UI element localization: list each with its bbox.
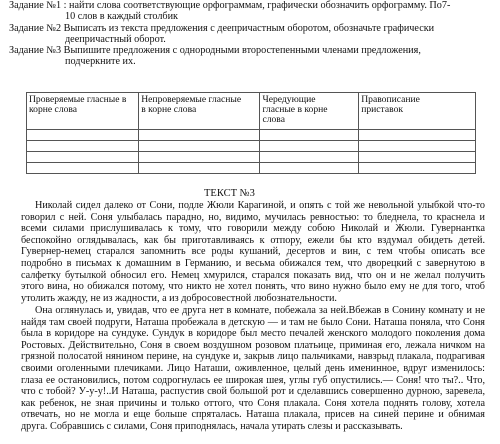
paragraph-line: Она оглянулась и, увидав, что ее друга нет в комнате, побежала за ней.Вбежав в Сонину комнату и не [35,305,485,316]
table-cell[interactable] [27,141,139,152]
header-text: Правописание [361,94,420,105]
task-2 [9,24,434,45]
table-header-cell [260,93,359,130]
paragraph-line: что с тобой? У-у-у!..И Наташа, распустив свой большой рот и сделавшись совершенно дурною, заревела, [21,386,485,398]
table-row [27,152,476,163]
table-row [27,163,476,174]
table-cell[interactable] [27,152,139,163]
header-text: Чередующие [262,94,316,105]
paragraph-line: была в коридоре на сундуке. Сундук в коридоре был место печалей женского молодого поколения дома [21,328,485,340]
table-header-cell [139,93,260,130]
task-1-line-1: Задание №1 : найти слова соответствующие орфограммам, графически обозначить орфограмму. По7- [9,0,451,11]
table-cell[interactable] [260,141,359,152]
table-cell[interactable] [260,163,359,174]
table-header-row [27,93,476,130]
text-title: ТЕКСТ №3 [204,188,255,199]
orthogram-table [26,92,476,174]
table-cell[interactable] [139,152,260,163]
paragraph-line: утолить жажду, не из жадности, а из добросовестной любознательности. [21,292,337,304]
header-text: в корне слова [141,104,197,115]
paragraph-line: друга. Собравшись с силами, Соня приподнялась, начала утирать слезы и рассказывать. [21,420,403,432]
table-header-cell [27,93,139,130]
table-cell[interactable] [139,130,260,141]
header-text: гласные в корне [262,104,328,115]
table-cell[interactable] [139,163,260,174]
paragraph-line: Ростовых. Действительно, Соня в своем воздушном розовом платьице, приминая его, лежала ничком на [21,339,485,351]
paragraph-line: Николай сидел далеко от Сони, подле Жюли Карагиной, и опять с той же невольной улыбкой что-то [35,200,485,211]
paragraph-line: всеми силами прислушивалась к тому, что говорили между собою Николай и Жюли. Гувернантка [21,223,485,235]
paragraph-line: говорил с ней. Соня улыбалась парадно, но, видимо, мучилась ревностью: то бледнела, то краснела и [21,211,485,223]
table-cell[interactable] [260,130,359,141]
table-row [27,130,476,141]
table-cell[interactable] [359,152,476,163]
table-cell[interactable] [359,163,476,174]
table-cell[interactable] [260,152,359,163]
paragraph-2 [21,305,485,433]
paragraph-line: Гувернер-немец старался запомнить все роды кушаний, десертов и вин, с тем чтобы описать все [21,246,485,258]
task-1 [9,1,450,22]
table-cell[interactable] [27,130,139,141]
task-2-line-2: деепричастный оборот. [65,33,166,45]
table-cell[interactable] [27,163,139,174]
paragraph-line: глаза ее остановились, потом содрогнулась ее широкая шея, углы губ опустились.— Соня! что ты?.. Что, [21,374,485,386]
paragraph-line: этого вина, но обижался потому, что никто не хотел понять, что вино нужно было ему не для того, чтоб [21,281,485,293]
table-cell[interactable] [359,141,476,152]
task-3-line-1: Задание №3 Выпишите предложения с однородными второстепенными членами предложения, [9,45,421,56]
table-cell[interactable] [139,141,260,152]
paragraph-1 [21,200,485,304]
task-2-line-1: Задание №2 Выписать из текста предложения с деепричастным оборотом, обозначьте графически [9,23,435,34]
header-text: Проверяемые гласные в [29,94,127,105]
header-text: слова [262,114,285,125]
paragraph-line: подробно в письмах к домашним в Германию, и весьма обижался тем, что дворецкий с завернутою в [21,257,485,269]
paragraph-line: своими оголенными плечиками. Лицо Наташи, оживленное, целый день именинное, вдруг изменилось: [21,362,485,374]
table-cell[interactable] [359,130,476,141]
task-3 [9,46,421,67]
table-header-cell [359,93,476,130]
paragraph-line: как ребенок, не зная причины и только оттого, что Соня плакала. Соня хотела поднять голову, хотела [21,397,485,409]
paragraph-line: найдя там своей подруги, Наташа пробежала в детскую — и там не было Сони. Наташа поняла, что Соня [21,316,485,328]
paragraph-line: грязной полосатой нянином перине, на сундуке и, закрыв лицо пальчиками, навзрыд плакала, подрагивая [21,351,485,363]
header-text: корне слова [29,104,78,115]
paragraph-line: салфетку бутылкой обносил его. Немец хмурился, старался показать вид, что он и не желал получить [21,269,485,281]
header-text: приставок [361,104,404,115]
header-text: Непроверяемые гласные [141,94,242,105]
paragraph-line: беспокойно оглядывалась, как бы приготавливаясь к отпору, ежели бы кто вздумал обидеть детей. [21,234,485,246]
task-1-line-2: 10 слов в каждый столбик [65,10,178,22]
paragraph-line: отвечать, но не могла и еще больше спряталась. Наташа плакала, присев на синей перине и обнимая [21,409,485,421]
task-3-line-2: подчеркните их. [65,55,136,67]
table-row [27,141,476,152]
